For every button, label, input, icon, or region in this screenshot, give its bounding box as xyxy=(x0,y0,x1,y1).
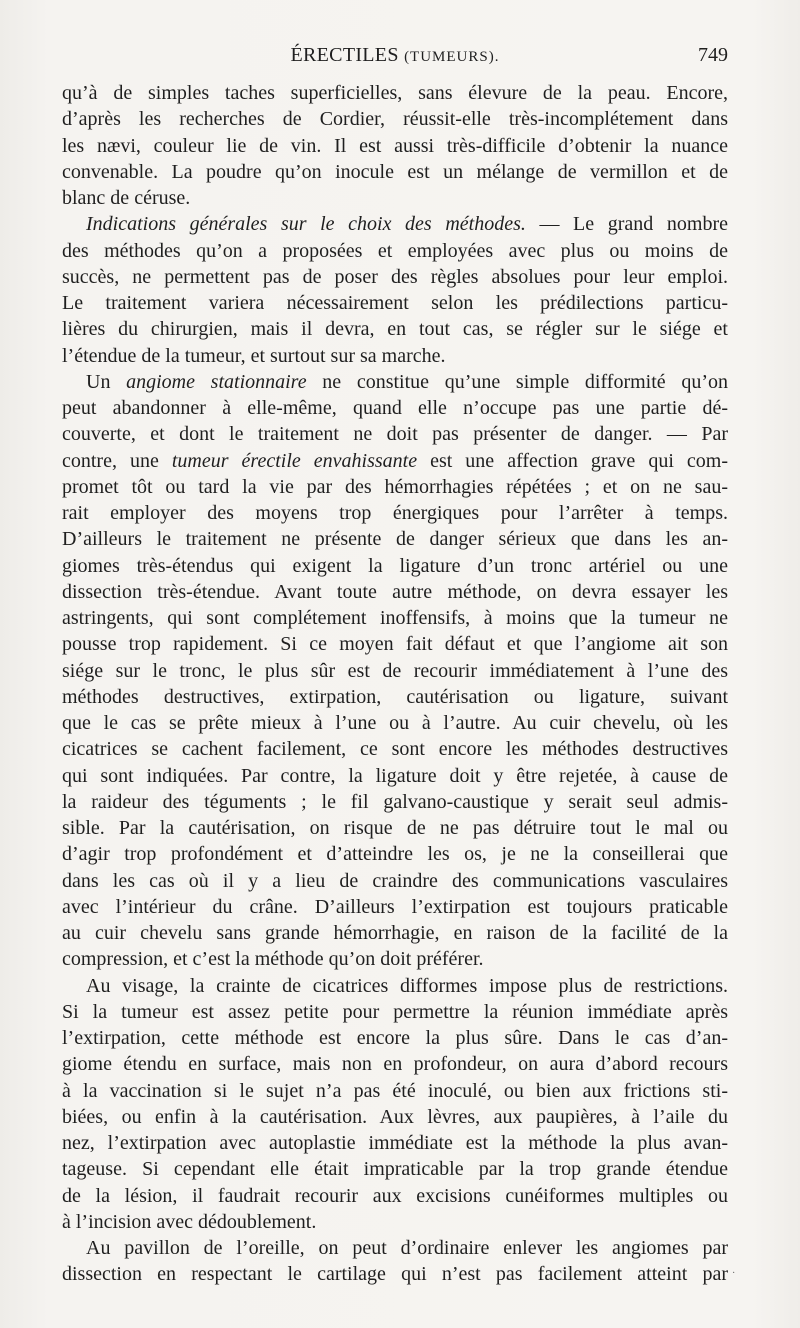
text-line xyxy=(62,658,728,684)
italic-text: Indications générales sur le choix des méthodes. xyxy=(86,213,526,236)
text-line xyxy=(62,526,728,552)
text-run: avec l’intérieur du crâne. D’ailleurs l’extirpation est toujours praticable xyxy=(62,895,728,918)
text-run: rait employer des moyens trop énergiques pour l’arrêter à temps. xyxy=(62,502,728,524)
text-run: l’extirpation, cette méthode est encore la plus sûre. Dans le cas d’an- xyxy=(62,1027,728,1049)
text-run: ne constitue qu’une simple difformité qu’on xyxy=(306,370,728,393)
text-run: Au visage, la crainte de cicatrices difformes impose plus de restrictions. xyxy=(86,974,728,997)
running-title-paren: (TUMEURS). xyxy=(404,49,500,65)
text-run: succès, ne permettent pas de poser des règles absolues pour leur emploi. xyxy=(62,265,728,288)
text-run: couverte, et dont le traitement ne doit pas présenter de danger. — Par xyxy=(62,423,728,446)
text-line xyxy=(62,264,728,290)
text-line xyxy=(62,1156,728,1182)
italic-text: angiome stationnaire xyxy=(126,370,307,393)
text-line xyxy=(62,395,728,421)
text-line xyxy=(62,999,728,1025)
text-line xyxy=(62,369,728,395)
text-line xyxy=(62,238,728,264)
text-line xyxy=(62,1235,728,1261)
scan-speck: · xyxy=(732,1268,736,1279)
text-line xyxy=(62,631,728,657)
text-line xyxy=(62,868,728,894)
text-line xyxy=(62,763,728,789)
text-line xyxy=(62,159,728,185)
text-run: giome étendu en surface, mais non en profondeur, on aura d’abord recours xyxy=(62,1053,728,1076)
text-line xyxy=(62,1130,728,1156)
running-title xyxy=(62,44,728,67)
text-line xyxy=(62,80,728,106)
text-run: astringents, qui sont complétement inoffensifs, à moins que la tumeur ne xyxy=(62,607,728,629)
text-run: cicatrices se cachent facilement, ce sont encore les méthodes destructives xyxy=(62,738,728,761)
text-run: la raideur des téguments ; le fil galvano-caustique y serait seul admis- xyxy=(62,790,728,813)
page-number: 749 xyxy=(698,44,728,66)
running-title-main: ÉRECTILES xyxy=(290,44,399,66)
text-line xyxy=(62,133,728,159)
text-run: qui sont indiquées. Par contre, la ligature doit y être rejetée, à cause de xyxy=(62,764,728,787)
text-run: giomes très-étendus qui exigent la ligature d’un tronc artériel ou une xyxy=(62,554,728,577)
text-line xyxy=(62,1209,728,1235)
text-run: Si la tumeur est assez petite pour permettre la réunion immédiate après xyxy=(62,1000,728,1023)
text-run: Le traitement variera nécessairement selon les prédilections particu- xyxy=(62,292,728,314)
text-run: convenable. La poudre qu’on inocule est un mélange de vermillon et de xyxy=(62,160,728,183)
text-run: d’agir trop profondément et d’atteindre les os, je ne la conseillerai que xyxy=(62,843,728,866)
text-line xyxy=(62,789,728,815)
text-line xyxy=(62,553,728,579)
text-run: dissection très-étendue. Avant toute autre méthode, on devra essayer les xyxy=(62,580,728,603)
text-line xyxy=(62,421,728,447)
text-line xyxy=(62,841,728,867)
text-run: Au pavillon de l’oreille, on peut d’ordinaire enlever les angiomes par xyxy=(86,1237,728,1259)
text-run: peut abandonner à elle-même, quand elle n’occupe pas une partie dé- xyxy=(62,397,728,419)
text-line xyxy=(62,474,728,500)
text-line xyxy=(62,1051,728,1077)
text-run: des méthodes qu’on a proposées et employées avec plus ou moins de xyxy=(62,239,728,262)
text-run: à la vaccination si le sujet n’a pas été inoculé, ou bien aux frictions sti- xyxy=(62,1079,728,1102)
text-line xyxy=(62,1078,728,1104)
text-run: dissection en respectant le cartilage qui n’est pas facilement atteint par xyxy=(62,1263,728,1286)
text-line xyxy=(62,1025,728,1051)
text-line xyxy=(62,1104,728,1130)
text-line xyxy=(62,1261,728,1287)
text-line xyxy=(62,1183,728,1209)
text-run: promet tôt ou tard la vie par des hémorrhagies répétées ; et on ne sau- xyxy=(62,475,728,498)
text-line xyxy=(62,448,728,474)
text-run: D’ailleurs le traitement ne présente de danger sérieux que dans les an- xyxy=(62,528,728,551)
text-run: — Le grand nombre xyxy=(525,213,728,236)
text-run: les nævi, couleur lie de vin. Il est aussi très-difficile d’obtenir la nuance xyxy=(62,134,728,157)
text-line xyxy=(62,106,728,132)
text-run: tageuse. Si cependant elle était impraticable par la trop grande étendue xyxy=(62,1158,728,1181)
text-run: méthodes destructives, extirpation, cautérisation ou ligature, suivant xyxy=(62,685,728,708)
text-line xyxy=(62,684,728,710)
text-run: contre, une xyxy=(62,449,172,472)
text-run: lières du chirurgien, mais il devra, en tout cas, se régler sur le siége et xyxy=(62,318,728,341)
text-run: l’étendue de la tumeur, et surtout sur sa marche. xyxy=(62,344,446,367)
text-run: siége sur le tronc, le plus sûr est de recourir immédiatement à l’une des xyxy=(62,659,728,682)
text-line xyxy=(62,920,728,946)
text-run: dans les cas où il y a lieu de craindre des communications vasculaires xyxy=(62,869,728,892)
text-line xyxy=(62,290,728,316)
text-line xyxy=(62,185,728,211)
text-run: de la lésion, il faudrait recourir aux excisions cunéiformes multiples ou xyxy=(62,1184,728,1207)
text-line xyxy=(62,973,728,999)
text-line xyxy=(62,736,728,762)
text-run: sible. Par la cautérisation, on risque de ne pas détruire tout le mal ou xyxy=(62,817,728,839)
text-run: blanc de céruse. xyxy=(62,187,191,209)
text-run: que le cas se prête mieux à l’une ou à l’autre. Au cuir chevelu, où les xyxy=(62,712,728,734)
text-run: qu’à de simples taches superficielles, sans élevure de la peau. Encore, xyxy=(62,82,728,104)
text-line xyxy=(62,211,728,237)
body-text xyxy=(62,80,728,1288)
text-line xyxy=(62,946,728,972)
running-header xyxy=(62,44,728,74)
text-run: est une affection grave qui com- xyxy=(417,449,728,472)
text-run: Un xyxy=(86,370,127,393)
text-run: compression, et c’est la méthode qu’on doit préférer. xyxy=(62,948,484,971)
text-run: à l’incision avec dédoublement. xyxy=(62,1210,317,1233)
text-line xyxy=(62,500,728,526)
text-run: pousse trop rapidement. Si ce moyen fait défaut et que l’angiome ait son xyxy=(62,633,728,656)
text-run: nez, l’extirpation avec autoplastie immédiate est la méthode la plus avan- xyxy=(62,1132,728,1154)
text-line xyxy=(62,815,728,841)
text-line xyxy=(62,605,728,631)
text-line xyxy=(62,316,728,342)
text-line xyxy=(62,894,728,920)
text-run: biées, ou enfin à la cautérisation. Aux lèvres, aux paupières, à l’aile du xyxy=(62,1105,728,1128)
text-line xyxy=(62,343,728,369)
text-run: d’après les recherches de Cordier, réussit-elle très-incomplétement dans xyxy=(62,108,728,131)
text-line xyxy=(62,579,728,605)
italic-text: tumeur érectile envahissante xyxy=(171,449,418,472)
text-line xyxy=(62,710,728,736)
text-run: au cuir chevelu sans grande hémorrhagie, en raison de la facilité de la xyxy=(62,922,728,944)
